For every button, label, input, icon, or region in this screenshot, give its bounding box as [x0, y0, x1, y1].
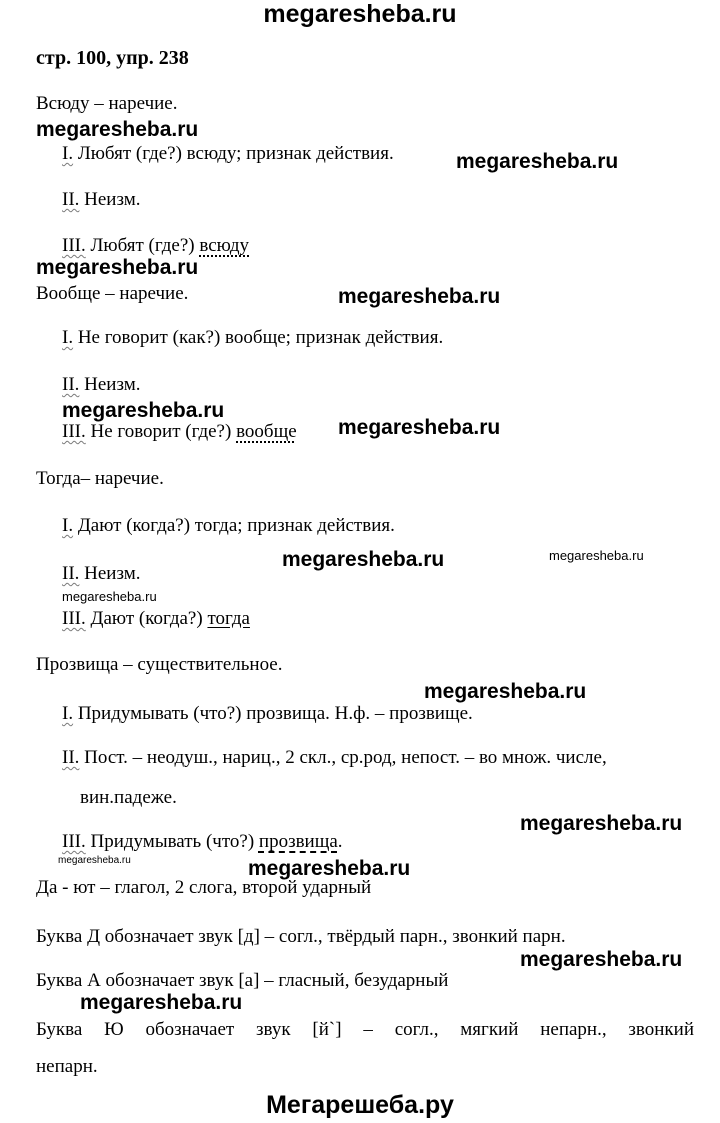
- item-number: I.: [62, 703, 74, 724]
- list-item: [62, 830, 343, 854]
- phonetic-letter: Буква А обозначает звук [а] – гласный, безударный: [36, 970, 449, 991]
- list-item: [62, 702, 473, 726]
- item-number: I.: [62, 327, 74, 348]
- watermark: megaresheba.ru: [549, 548, 644, 563]
- item-text: Любят (где?) всюду; признак действия.: [77, 143, 394, 164]
- section-title: Вообще – наречие.: [36, 283, 189, 304]
- item-text: Неизм.: [84, 189, 141, 210]
- watermark: megaresheba.ru: [36, 256, 199, 279]
- list-item: [62, 562, 141, 586]
- watermark: megaresheba.ru: [338, 416, 501, 439]
- list-item: [62, 607, 250, 631]
- item-number: II.: [62, 374, 80, 395]
- list-item: [62, 188, 141, 212]
- item-text: Дают (когда?): [90, 608, 208, 629]
- item-text: Неизм.: [84, 374, 141, 395]
- list-item: [62, 514, 395, 538]
- item-number: I.: [62, 143, 74, 164]
- underlined-word: вообще: [236, 421, 297, 442]
- watermark: megaresheba.ru: [36, 118, 199, 141]
- list-item: [62, 746, 607, 770]
- watermark: megaresheba.ru: [282, 548, 445, 571]
- watermark: megaresheba.ru: [338, 285, 501, 308]
- watermark: megaresheba.ru: [456, 150, 619, 173]
- section-title: Прозвища – существительное.: [36, 654, 283, 675]
- section-title: Тогда– наречие.: [36, 468, 164, 489]
- watermark: megaresheba.ru: [424, 680, 587, 703]
- list-item: [62, 373, 141, 397]
- item-text: Не говорит (где?): [90, 421, 237, 442]
- watermark: megaresheba.ru: [62, 399, 225, 422]
- underlined-word: прозвища: [258, 831, 338, 852]
- phonetic-letter: непарн.: [36, 1056, 98, 1077]
- site-footer[interactable]: Мегарешеба.ру: [266, 1091, 454, 1119]
- section-title: Всюду – наречие.: [36, 93, 178, 114]
- watermark: megaresheba.ru: [62, 589, 157, 604]
- item-text: Дают (когда?) тогда; признак действия.: [77, 515, 395, 536]
- list-item: [62, 420, 297, 444]
- item-number: II.: [62, 189, 80, 210]
- watermark: megaresheba.ru: [248, 857, 411, 880]
- watermark: megaresheba.ru: [58, 855, 131, 866]
- watermark: megaresheba.ru: [520, 812, 683, 835]
- list-item: [62, 326, 443, 350]
- task-heading: стр. 100, упр. 238: [36, 47, 189, 69]
- item-text: Придумывать (что?) прозвища. Н.ф. – прозвище.: [77, 703, 473, 724]
- item-text: .: [337, 831, 343, 852]
- phonetic-letter: Буква Ю обозначает звук [й`] – согл., мягкий непарн., звонкий: [36, 1019, 694, 1040]
- phonetic-letter: Буква Д обозначает звук [д] – согл., твёрдый парн., звонкий парн.: [36, 926, 566, 947]
- list-item: [62, 142, 394, 166]
- item-text: Пост. – неодуш., нариц., 2 скл., ср.род, непост. – во множ. числе,: [84, 747, 607, 768]
- item-text: Не говорит (как?) вообще; признак действия.: [77, 327, 444, 348]
- underlined-word: тогда: [207, 608, 250, 629]
- list-item: [62, 234, 249, 258]
- item-text: Любят (где?): [90, 235, 200, 256]
- watermark: megaresheba.ru: [520, 948, 683, 971]
- item-number: III.: [62, 608, 86, 629]
- phonetic-word: Да - ют – глагол, 2 слога, второй ударный: [36, 877, 372, 898]
- item-number: III.: [62, 235, 86, 256]
- item-text: Придумывать (что?): [90, 831, 259, 852]
- item-continuation: вин.падеже.: [80, 787, 177, 808]
- item-text: Неизм.: [84, 563, 141, 584]
- site-header[interactable]: megaresheba.ru: [263, 0, 457, 28]
- item-number: I.: [62, 515, 74, 536]
- underlined-word: всюду: [199, 235, 250, 256]
- item-number: II.: [62, 563, 80, 584]
- item-number: II.: [62, 747, 80, 768]
- item-number: III.: [62, 421, 86, 442]
- item-number: III.: [62, 831, 86, 852]
- watermark: megaresheba.ru: [80, 991, 243, 1014]
